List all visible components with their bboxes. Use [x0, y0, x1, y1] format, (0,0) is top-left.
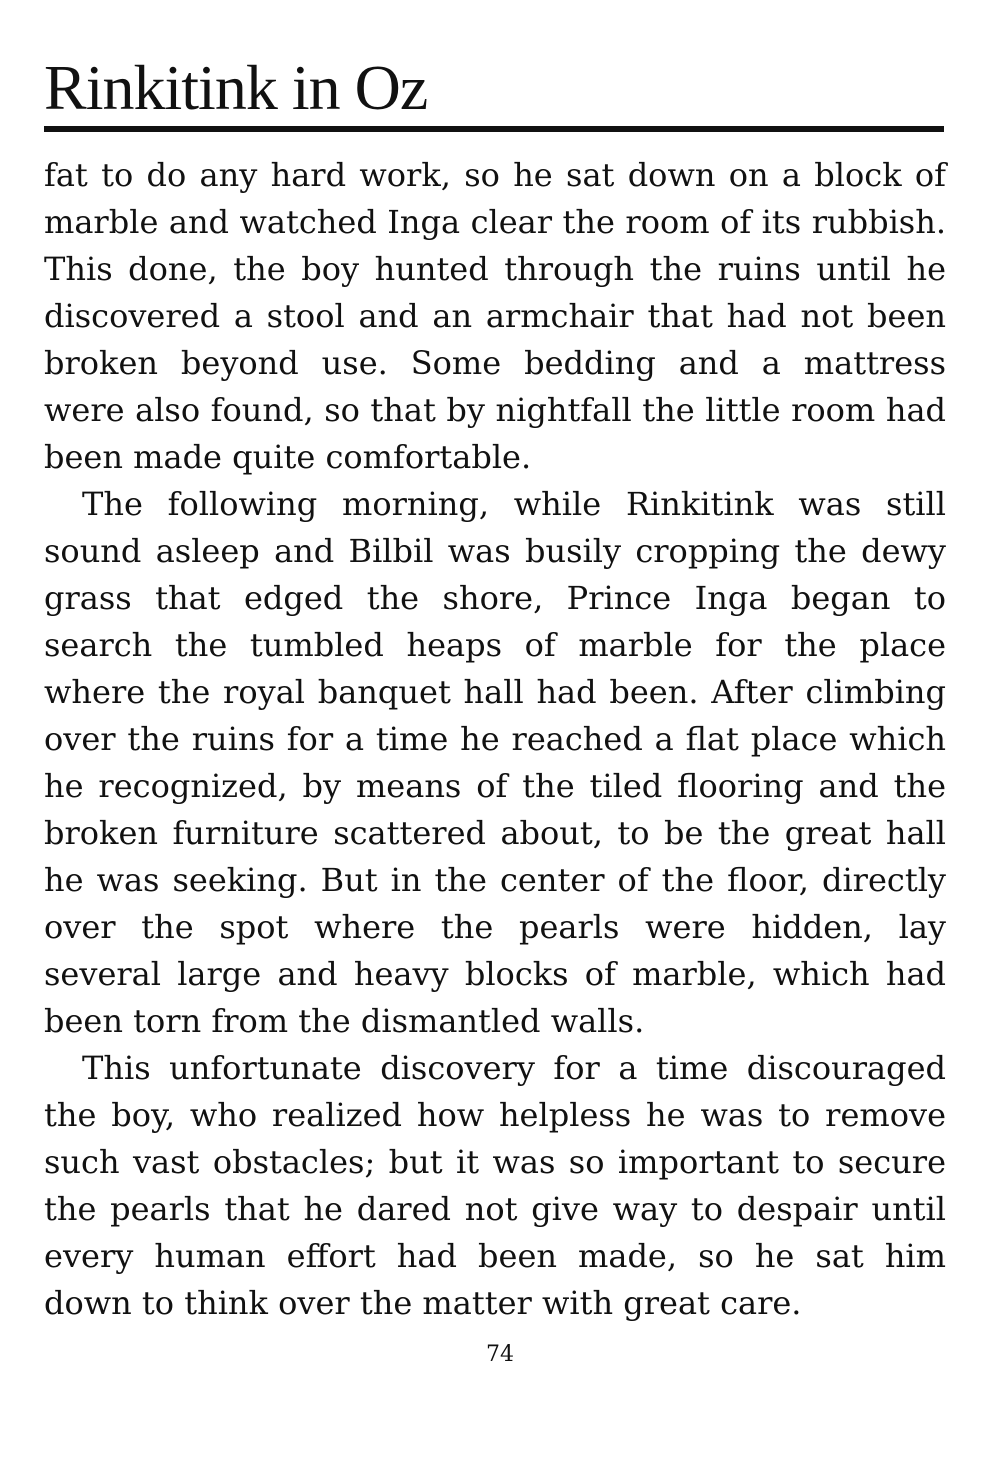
- running-title: Rinkitink in Oz: [44, 52, 428, 123]
- paragraph-continuation: fat to do any hard work, so he sat down on a block of marble and watched Inga clear the room of its rubbish. This done, the boy hunted through the ruins until he discovered a stool and an armchair that had not been broken beyond use. Some bedding and a mattress were also found, so that by nightfall the little room had been made quite comfortable.: [44, 156, 946, 476]
- body-text: [44, 152, 946, 1327]
- page-number: 74: [486, 1342, 514, 1367]
- paragraph-unfortunate-discovery: This unfortunate discovery for a time discouraged the boy, who realized how helpless he was to remove such vast obstacles; but it was so important to secure the pearls that he dared not give way to despair until every human effort had been made, so he sat him down to think over the matter with great care.: [44, 1049, 946, 1322]
- title-rule: [44, 126, 944, 132]
- paragraph-following-morning: The following morning, while Rinkitink was still sound asleep and Bilbil was busily cropping the dewy grass that edged the shore, Prince Inga began to search the tumbled heaps of marble for the place where the royal banquet hall had been. After climbing over the ruins for a time he reached a flat place which he recognized, by means of the tiled flooring and the broken furniture scattered about, to be the great hall he was seeking. But in the center of the floor, directly over the spot where the pearls were hidden, lay several large and heavy blocks of marble, which had been torn from the dismantled walls.: [44, 485, 946, 1040]
